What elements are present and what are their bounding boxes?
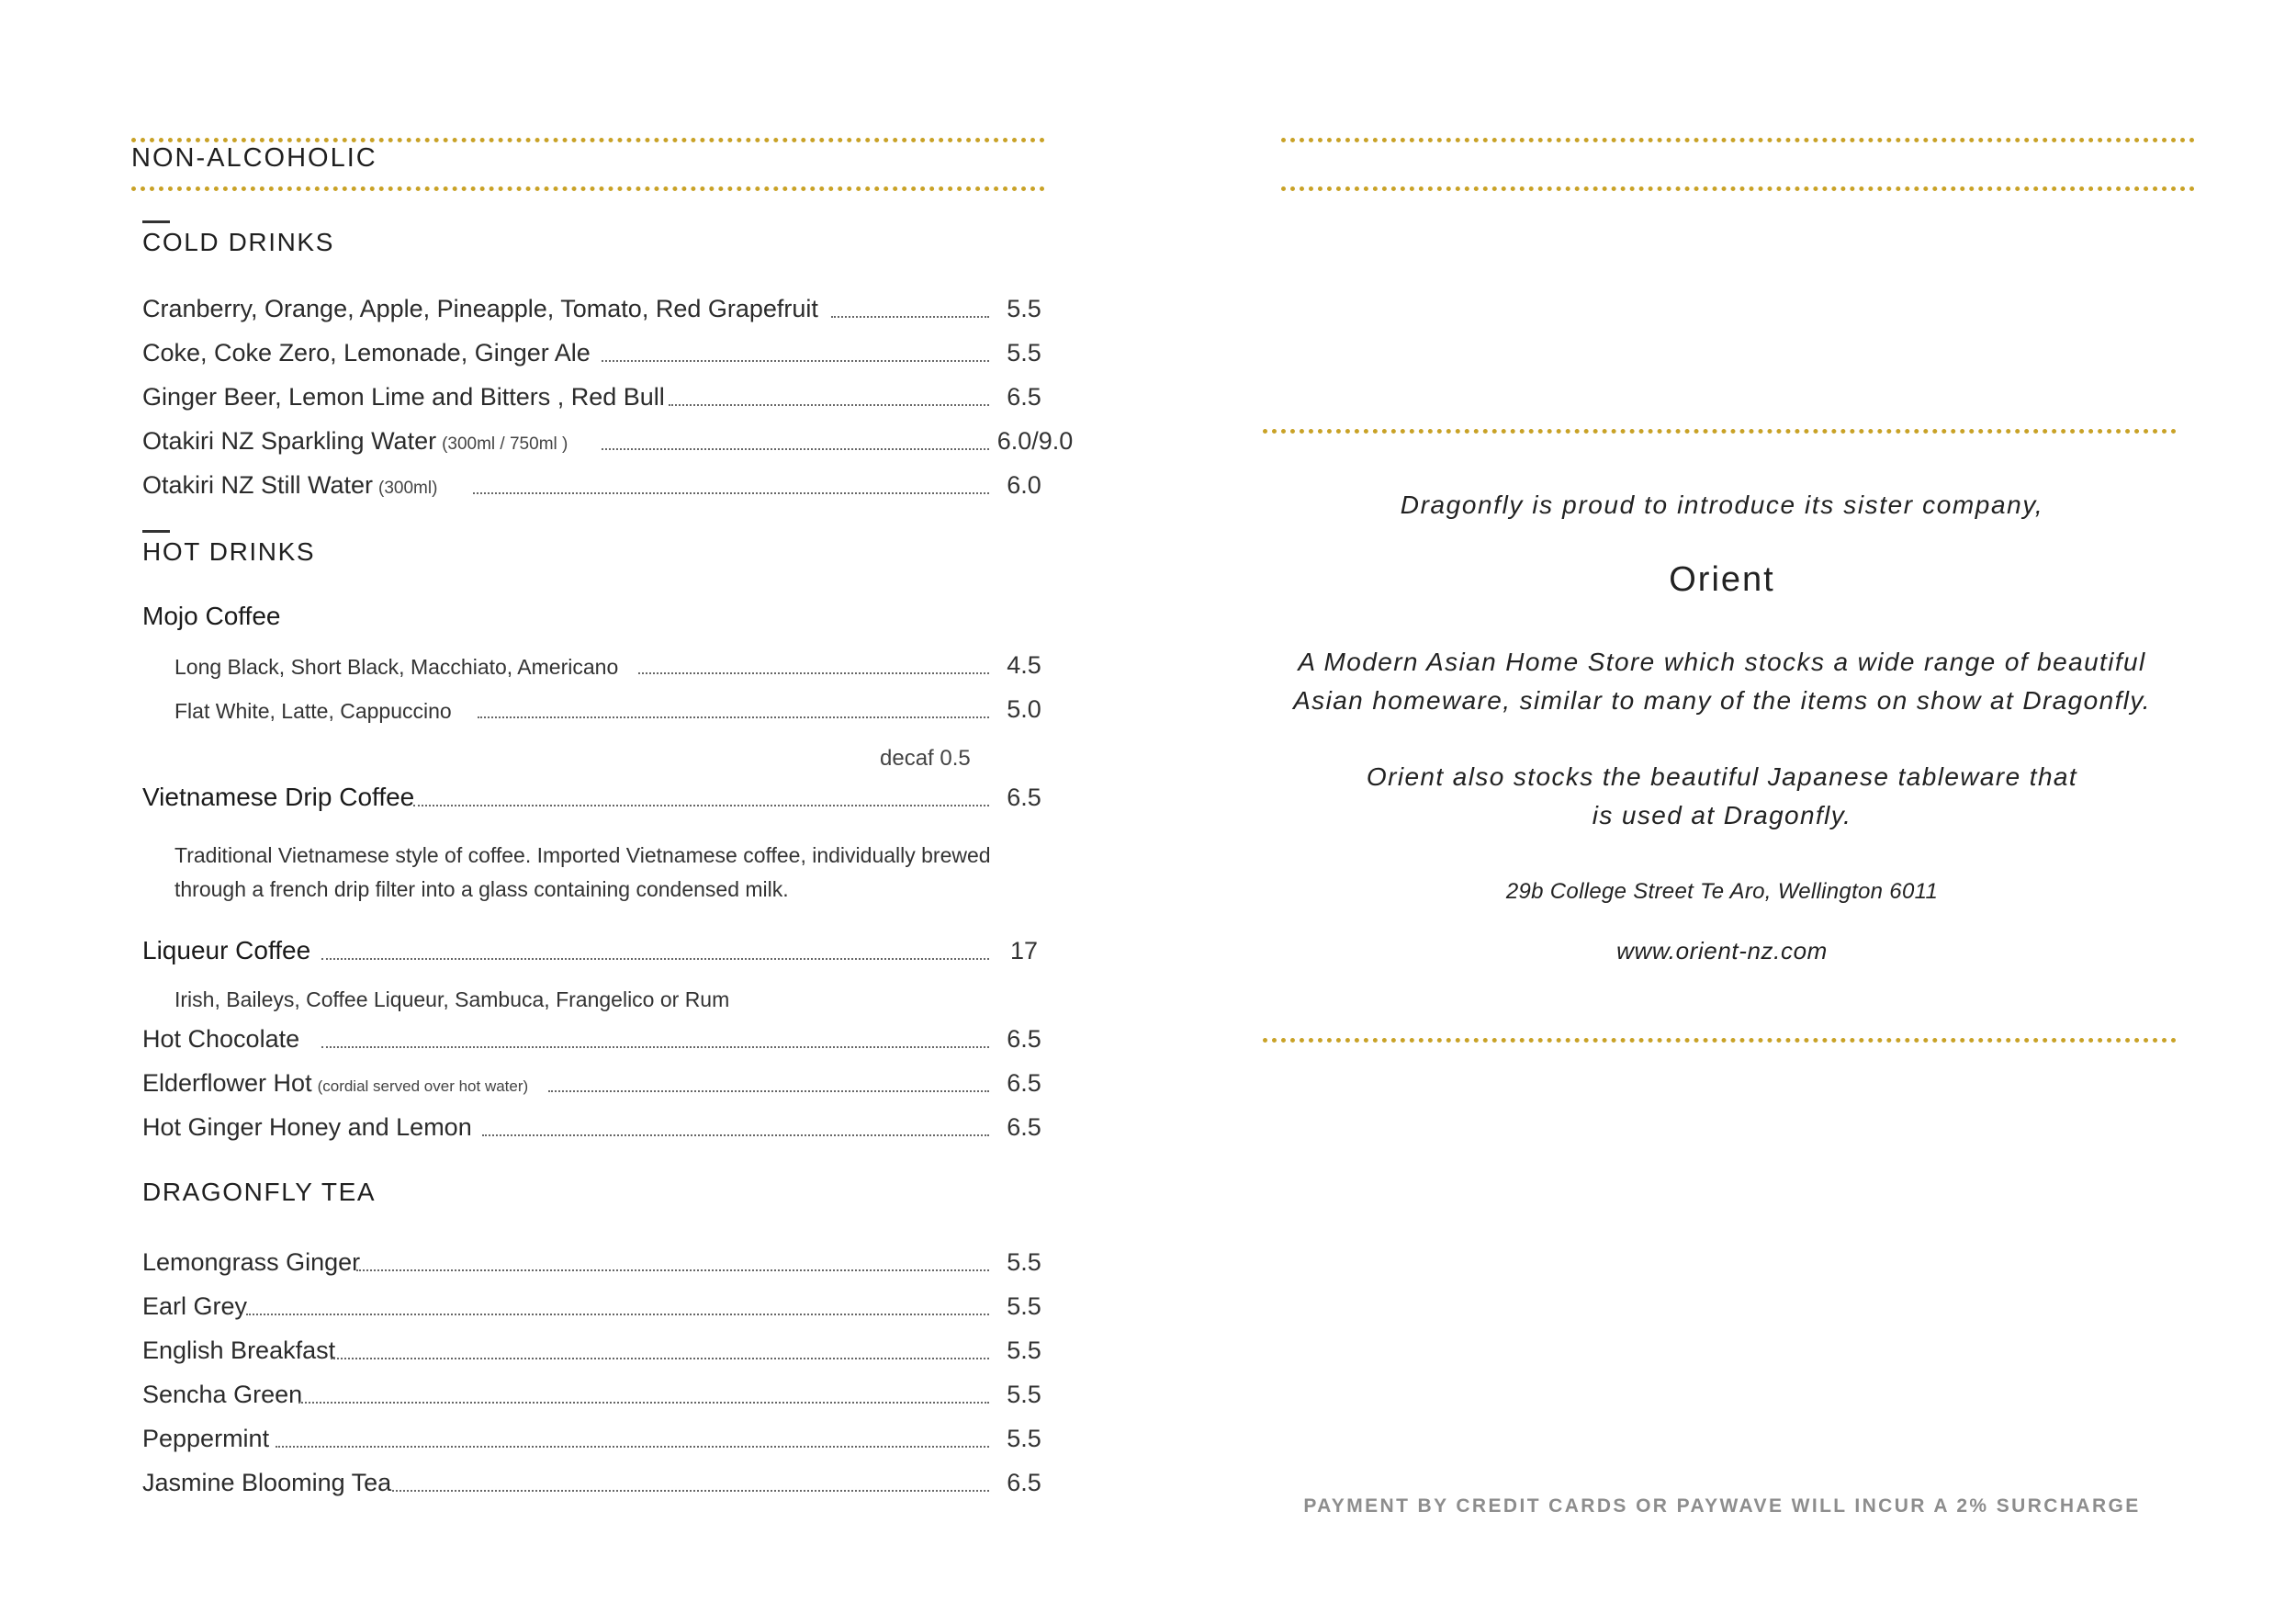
gold-dotted-rule-box-bottom	[1263, 1038, 2177, 1043]
item-price: 6.5	[1007, 1113, 1041, 1141]
menu-row	[142, 424, 1074, 461]
tableware-description	[1148, 758, 2296, 835]
item-name: Vietnamese Drip Coffee	[142, 783, 415, 811]
cold-drinks-title: COLD DRINKS	[142, 228, 334, 256]
item-price: 5.5	[1007, 1336, 1041, 1364]
website-link[interactable]: www.orient-nz.com	[1616, 937, 1828, 964]
brand-name: Orient	[1669, 560, 1775, 599]
menu-row	[142, 1111, 1061, 1147]
orient-description	[1148, 643, 2296, 720]
dot-leader	[478, 716, 989, 718]
mojo-coffee-heading: Mojo Coffee	[142, 602, 281, 630]
dot-leader	[321, 958, 989, 960]
dot-leader	[602, 448, 989, 450]
menu-row	[142, 292, 1061, 329]
menu-row	[142, 336, 1061, 373]
hot-drinks-heading	[142, 537, 315, 567]
dot-leader	[276, 1446, 989, 1448]
cold-drinks-heading	[142, 228, 334, 257]
item-price: 6.5	[1007, 1069, 1041, 1097]
item-price: 4.5	[1007, 651, 1041, 679]
heading-bar	[142, 530, 170, 533]
dot-leader	[473, 492, 989, 494]
item-name: Earl Grey	[142, 1292, 248, 1320]
gold-dotted-rule-bottom	[131, 186, 1045, 191]
menu-row	[142, 693, 1061, 729]
menu-row	[142, 1334, 1061, 1370]
item-price: 6.5	[1007, 1025, 1041, 1053]
item-note: (300ml)	[378, 479, 438, 498]
item-description: Traditional Vietnamese style of coffee. Imported Vietnamese coffee, individually brewed through a french drip filter into a glass containing condensed milk.	[174, 843, 991, 901]
item-name: Otakiri NZ Still Water (300ml)	[142, 471, 438, 499]
description-line: A Modern Asian Home Store which stocks a wide range of beautiful	[1298, 648, 2146, 676]
store-address: 29b College Street Te Aro, Wellington 6011	[1505, 879, 1939, 904]
item-price: 5.0	[1007, 695, 1041, 723]
item-description: Irish, Baileys, Coffee Liqueur, Sambuca, Frangelico or Rum	[174, 987, 730, 1011]
dot-leader	[321, 1046, 989, 1048]
menu-row	[142, 1022, 1061, 1059]
orient-info-page	[1148, 0, 2296, 1624]
menu-row	[142, 781, 1061, 818]
gold-dotted-rule-box-top	[1263, 429, 2177, 434]
dragonfly-tea-heading	[142, 1178, 376, 1207]
item-name: Lemongrass Ginger	[142, 1248, 361, 1276]
item-price: 5.5	[1007, 295, 1041, 322]
item-name: Otakiri NZ Sparkling Water (300ml / 750ml )	[142, 427, 568, 455]
dot-leader	[246, 1314, 989, 1315]
decaf-note: decaf 0.5	[880, 746, 971, 771]
gold-dotted-rule-top	[131, 138, 1045, 142]
dot-leader	[482, 1134, 989, 1136]
item-note: (300ml / 750ml )	[442, 434, 568, 454]
menu-row	[142, 1290, 1061, 1326]
item-name: Cranberry, Orange, Apple, Pineapple, Tomato, Red Grapefruit	[142, 295, 818, 322]
dot-leader	[548, 1090, 989, 1092]
item-price: 5.5	[1007, 1381, 1041, 1408]
item-price: 6.0	[1007, 471, 1041, 499]
dragonfly-tea-title: DRAGONFLY TEA	[142, 1178, 377, 1206]
dot-leader	[831, 316, 989, 318]
item-price: 17	[1009, 937, 1039, 964]
item-name: Hot Chocolate	[142, 1025, 300, 1053]
item-name: Ginger Beer, Lemon Lime and Bitters , Red Bull	[142, 383, 665, 411]
section-title: NON-ALCOHOLIC	[131, 143, 377, 173]
item-name: Long Black, Short Black, Macchiato, Americano	[174, 655, 619, 679]
item-price: 6.5	[1007, 784, 1041, 811]
menu-row	[142, 1378, 1061, 1415]
item-name: Liqueur Coffee	[142, 936, 311, 964]
menu-row	[142, 1066, 1061, 1103]
menu-row	[142, 380, 1061, 417]
dot-leader	[413, 805, 989, 806]
item-price: 6.0/9.0	[996, 427, 1074, 455]
intro-text: Dragonfly is proud to introduce its sister company,	[1400, 491, 2044, 519]
menu-row	[142, 648, 1061, 685]
item-name: English Breakfast	[142, 1336, 336, 1364]
dot-leader	[331, 1358, 989, 1359]
dot-leader	[298, 1402, 989, 1404]
item-name: Coke, Coke Zero, Lemonade, Ginger Ale	[142, 339, 591, 367]
dot-leader	[356, 1269, 989, 1271]
dot-leader	[602, 360, 989, 362]
item-price: 5.5	[1007, 339, 1041, 367]
menu-row	[142, 934, 1061, 971]
payment-surcharge-notice: PAYMENT BY CREDIT CARDS OR PAYWAVE WILL INCUR A 2% SURCHARGE	[1303, 1495, 2141, 1517]
item-price: 5.5	[1007, 1292, 1041, 1320]
menu-row	[142, 1422, 1061, 1459]
description-line: Asian homeware, similar to many of the items on show at Dragonfly.	[1293, 686, 2151, 715]
dot-leader	[638, 672, 989, 674]
hot-drinks-title: HOT DRINKS	[142, 537, 316, 566]
item-name: Hot Ginger Honey and Lemon	[142, 1113, 472, 1141]
heading-bar	[142, 220, 170, 223]
item-price: 6.5	[1007, 383, 1041, 411]
item-price: 5.5	[1007, 1425, 1041, 1452]
item-name: Jasmine Blooming Tea	[142, 1469, 392, 1496]
dot-leader	[392, 1490, 989, 1492]
item-note: (cordial served over hot water)	[317, 1077, 529, 1095]
menu-row	[142, 1246, 1061, 1282]
item-name: Sencha Green	[142, 1381, 303, 1408]
dot-leader	[669, 404, 989, 406]
item-name: Flat White, Latte, Cappuccino	[174, 699, 452, 723]
description-line: Orient also stocks the beautiful Japanese tableware that	[1366, 762, 2078, 791]
description-line: is used at Dragonfly.	[1592, 801, 1852, 829]
item-name: Elderflower Hot (cordial served over hot water)	[142, 1069, 529, 1097]
menu-row	[142, 468, 1061, 505]
item-price: 5.5	[1007, 1248, 1041, 1276]
menu-row	[142, 1466, 1061, 1503]
item-name: Peppermint	[142, 1425, 270, 1452]
gold-dotted-rule-top	[1281, 138, 2195, 142]
item-price: 6.5	[1007, 1469, 1041, 1496]
gold-dotted-rule-bottom	[1281, 186, 2195, 191]
